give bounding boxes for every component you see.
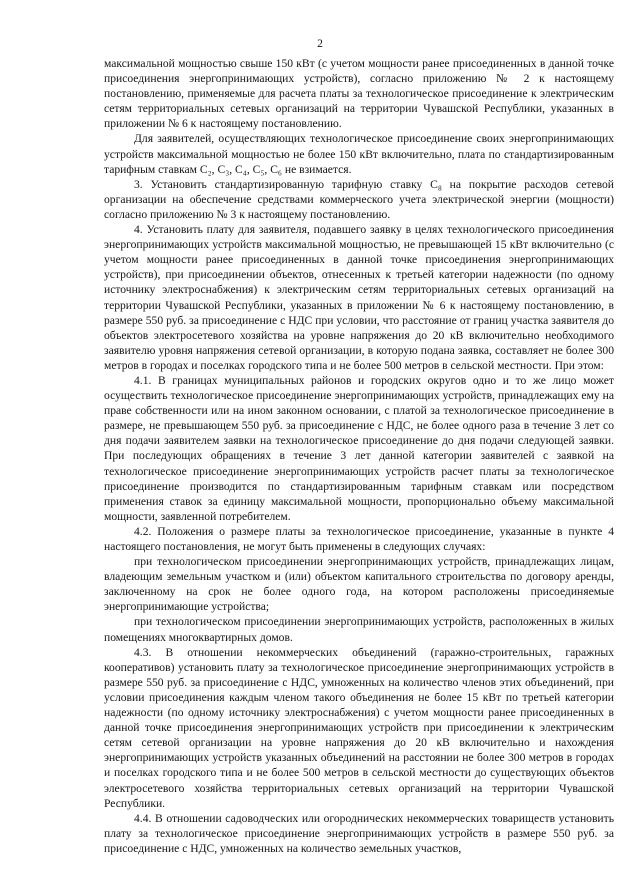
paragraph: при технологическом присоединении энергопринимающих устройств, расположенных в жилых помещениях многоквартирных домов. <box>104 615 614 644</box>
paragraph: 4.2. Положения о размере платы за технологическое присоединение, указанные в пункте 4 настоящего постановления, не могут быть применены в следующих случаях: <box>104 524 614 553</box>
paragraph: 4.3. В отношении некоммерческих объединений (гаражно-строительных, гаражных кооперативов) установить плату за технологическое присоединение энергопринимающих устройств в размере 550 руб. за присоединение с НДС, умноженных на количество членов этих объединений, при условии присоединения каждым членом такого объединения не более 15 кВт по третьей категории надежности (по одному источнику электроснабжения) с учетом мощности ранее присоединенных в данной точке присоединения энергопринимающих устройств при присоединении к электрическим сетям сетевой организации на уровне напряжения до 20 кВ включительно и нахождения энергопринимающих устройств указанных объединений на расстоянии не более 300 метров в городах и поселках городского типа и не более 500 метров в сельской местности до существующих объектов электросетевого хозяйства территориальных сетевых организаций на территории Чувашской Республики. <box>104 645 614 810</box>
paragraph: 4.1. В границах муниципальных районов и городских округов одно и то же лицо может осуществить технологическое присоединение энергопринимающих устройств, принадлежащих ему на праве собственности или на ином законном основании, с платой за технологическое присоединение в размере, не превышающем 550 руб. за присоединение с НДС, не более одного раза в течение 3 лет со дня подачи заявителем заявки на технологическое присоединение до дня подачи следующей заявки. При последующих обращениях в течение 3 лет данной категории заявителей с заявкой на технологическое присоединение энергопринимающих устройств расчет платы за технологическое присоединение производится по стандартизированным тарифным ставкам или посредством применения ставок за единицу максимальной мощности, пропорционально объему максимальной мощности, заявленной потребителем. <box>104 373 614 523</box>
paragraph: 4.4. В отношении садоводческих или огороднических некоммерческих товариществ установить плату за технологическое присоединение энергопринимающих устройств в размере 550 руб. за присоединение с НДС, умноженных на количество земельных участков, <box>104 811 614 855</box>
paragraph: 3. Установить стандартизированную тарифную ставку С₈ на покрытие расходов сетевой организации на обеспечение средствами коммерческого учета электрической энергии (мощности) согласно приложению № 3 к настоящему постановлению. <box>104 177 614 221</box>
paragraph: 4. Установить плату для заявителя, подавшего заявку в целях технологического присоединения энергопринимающих устройств максимальной мощностью, не превышающей 15 кВт включительно (с учетом мощности ранее присоединенных в данной точке присоединения энергопринимающих устройств), при присоединении объектов, отнесенных к третьей категории надежности (по одному источнику электроснабжения) к электрическим сетям территориальных сетевых организаций на территории Чувашской Республики, указанных в приложении № 6 к настоящему постановлению, в размере 550 руб. за присоединение с НДС при условии, что расстояние от границ участка заявителя до объектов электросетевого хозяйства на уровне напряжения до 20 кВ включительно необходимого заявителю уровня напряжения сетевой организации, в которую подана заявка, составляет не более 300 метров в городах и поселках городского типа и не более 500 метров в сельской местности. При этом: <box>104 223 614 372</box>
paragraph: максимальной мощностью свыше 150 кВт (с учетом мощности ранее присоединенных в данной точке присоединения энергопринимающих устройств), согласно приложению № 2 к настоящему постановлению, применяемые для расчета платы за технологическое присоединение к электрическим сетям территориальных сетевых организаций на территории Чувашской Республики, указанных в приложении № 6 к настоящему постановлению. <box>104 57 614 131</box>
paragraph: Для заявителей, осуществляющих технологическое присоединение своих энергопринимающих устройств максимальной мощностью не более 150 кВт включительно, плата по стандартизированным тарифным ставкам С₂, С₃, С₄, С₅, С₆ не взимается. <box>104 132 614 176</box>
paragraph: при технологическом присоединении энергопринимающих устройств, принадлежащих лицам, владеющим земельным участком и (или) объектом капитального строительства по договору аренды, заключенному на срок не более одного года, на котором расположены присоединяемые энергопринимающие устройства; <box>104 555 614 614</box>
document-body <box>104 56 614 856</box>
page-number: 2 <box>317 37 323 50</box>
